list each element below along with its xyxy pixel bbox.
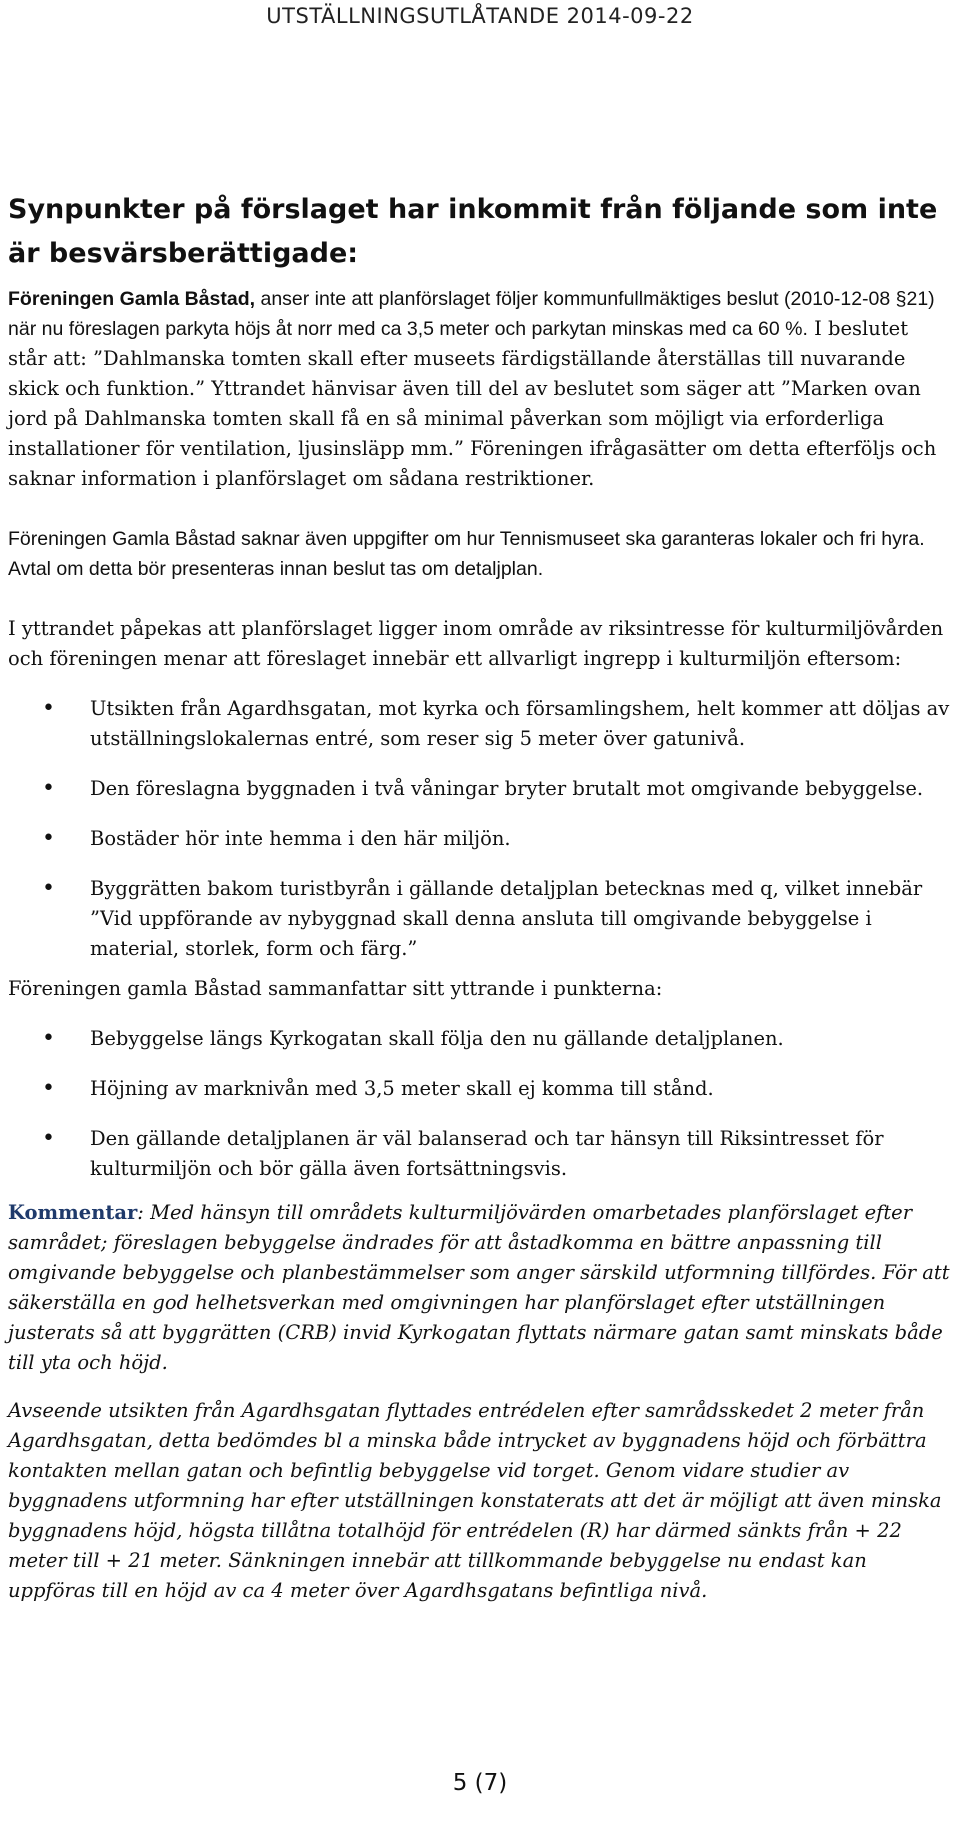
comment-paragraph-1	[8, 1198, 953, 1378]
paragraph-4: Föreningen gamla Båstad sammanfattar sitt yttrande i punkterna:	[8, 977, 663, 1000]
list-item: • Den gällande detaljplanen är väl balanserad och tar hänsyn till Riksintresset för kulturmiljön och bör gälla även fortsättningsvis.	[8, 1124, 953, 1184]
bullet-list-2	[8, 1024, 953, 1184]
list-item: • Höjning av marknivån med 3,5 meter skall ej komma till stånd.	[8, 1074, 953, 1104]
paragraph-1	[8, 284, 953, 494]
list-item: • Bostäder hör inte hemma i den här miljön.	[8, 824, 953, 854]
bullet-list-1	[8, 694, 953, 964]
comment-paragraph-2: Avseende utsikten från Agardhsgatan flyttades entrédelen efter samrådsskedet 2 meter från Agardhsgatan, detta bedömdes bl a minska både intrycket av byggnadens höjd och förbättra kontakten mellan gatan och befintlig bebyggelse vid torget. Genom vidare studier av byggnadens utformning har efter utställningen konstaterats att det är möjligt att även minska byggnadens höjd, högsta tillåtna totalhöjd för entrédelen (R) har därmed sänkts från + 22 meter till + 21 meter. Sänkningen innebär att tillkommande bebyggelse nu endast kan uppföras till en höjd av ca 4 meter över Agardhsgatans befintliga nivå.	[8, 1399, 942, 1602]
comment-text-1: : Med hänsyn till områdets kulturmiljövärden omarbetades planförslaget efter samrådet; föreslagen bebyggelse ändrades för att åstadkomma en bättre anpassning till omgivande bebyggelse och planbestämmelser som anger särskild utformning tillfördes. För att säkerställa en god helhetsverkan med omgivningen har planförslaget efter utställningen justerats så att byggrätten (CRB) invid Kyrkogatan flyttats närmare gatan samt minskats både till yta och höjd.	[8, 1201, 950, 1374]
list-item: • Bebyggelse längs Kyrkogatan skall följa den nu gällande detaljplanen.	[8, 1024, 953, 1054]
page-number: 5 (7)	[452, 1770, 508, 1796]
document-body	[8, 284, 953, 1606]
paragraph-1-sans-text: anser inte att planförslaget följer kommunfullmäktiges beslut (2010-12-08 §21) när nu föreslagen parkyta höjs åt norr med ca 3,5 meter och parkytan minskas med ca 60 %.	[8, 288, 935, 340]
list-item: • Byggrätten bakom turistbyrån i gällande detaljplan betecknas med q, vilket innebär ”Vid uppförande av nybyggnad skall denna ansluta till omgivande bebyggelse i material, storlek, form och färg.”	[8, 874, 953, 964]
list-item: • Den föreslagna byggnaden i två våningar bryter brutalt mot omgivande bebyggelse.	[8, 774, 953, 804]
comment-label: Kommentar	[8, 1201, 138, 1224]
paragraph-2: Föreningen Gamla Båstad saknar även uppgifter om hur Tennismuseet ska garanteras lokaler och fri hyra. Avtal om detta bör presenteras innan beslut tas om detaljplan.	[8, 528, 925, 580]
paragraph-1-text: I beslutet står att: ”Dahlmanska tomten skall efter museets färdigställande återställas till nuvarande skick och funktion.” Yttrandet hänvisar även till del av beslutet som säger att ”Marken ovan jord på Dahlmanska tomten skall få en så minimal påverkan som möjligt via erforderliga installationer för ventilation, ljusinsläpp mm.” Föreningen ifrågasätter om detta efterföljs och saknar information i planförslaget om sådana restriktioner.	[8, 317, 937, 490]
page-header: UTSTÄLLNINGSUTLÅTANDE 2014-09-22	[266, 4, 694, 28]
list-item: • Utsikten från Agardhsgatan, mot kyrka och församlingshem, helt kommer att döljas av utställningslokalernas entré, som reser sig 5 meter över gatunivå.	[8, 694, 953, 754]
section-heading: Synpunkter på förslaget har inkommit från följande som inte är besvärsberättigade:	[8, 194, 938, 269]
organization-name: Föreningen Gamla Båstad,	[8, 288, 256, 310]
paragraph-3: I yttrandet påpekas att planförslaget ligger inom område av riksintresse för kulturmiljövården och föreningen menar att föreslaget innebär ett allvarligt ingrepp i kulturmiljön eftersom:	[8, 617, 944, 670]
